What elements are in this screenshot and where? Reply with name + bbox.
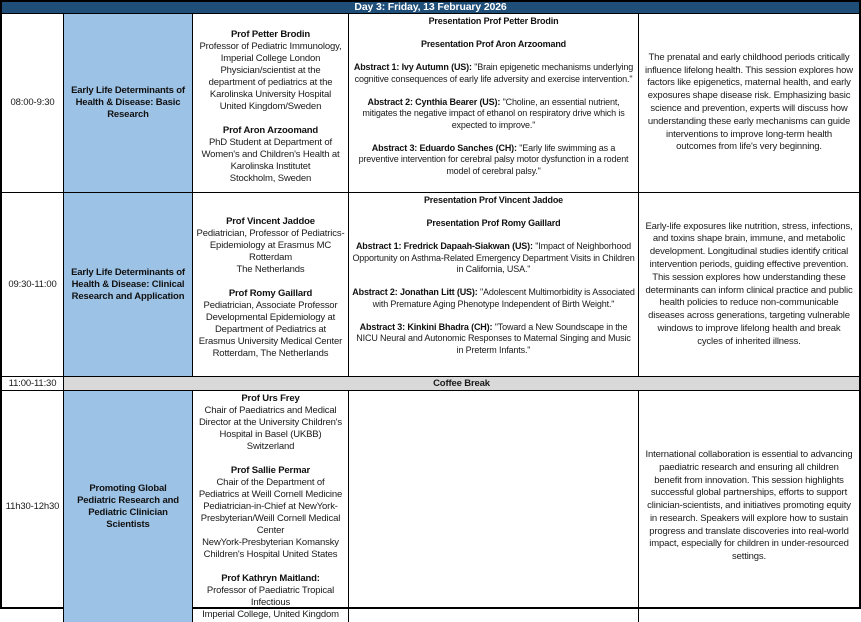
presentations-cell-empty bbox=[349, 391, 639, 622]
speaker-detail: Professor of Paediatric Tropical Infectious bbox=[206, 585, 335, 608]
abstract-label: Abstract 3: Kinkini Bhadra (CH): bbox=[359, 321, 493, 332]
session-title: Early Life Determinants of Health & Disease: Basic Research bbox=[71, 85, 185, 120]
speaker-detail: Switzerland bbox=[246, 441, 295, 452]
description-cell bbox=[639, 391, 859, 622]
speaker-detail: Stockholm, Sweden bbox=[229, 172, 312, 184]
day-header bbox=[2, 2, 859, 14]
speaker-block bbox=[196, 125, 345, 185]
abstract-label: Abstract 2: Cynthia Bearer (US): bbox=[367, 96, 501, 107]
speaker-detail: Professor of Pediatric Immunology, Imperial College London bbox=[199, 40, 342, 64]
speaker-block bbox=[196, 29, 345, 113]
session-description: International collaboration is essential to advancing paediatric research and ensuring all children benefit from innovation. This session highlights successful global partnerships, efforts to support clinician-scientists, and initiatives promoting equity in research. Speakers will explore how to sustain progress and translate discoveries into real-world impact, especially for children in under-resourced settings. bbox=[645, 448, 853, 563]
time-cell bbox=[2, 14, 64, 193]
speakers-cell bbox=[193, 391, 349, 622]
speaker-detail: Imperial College, United Kingdom bbox=[202, 609, 339, 620]
abstract-title: "Adolescent Multimorbidity is Associated with Premature Aging Phenotype Independent of Birth Weight." bbox=[372, 287, 635, 309]
abstract bbox=[352, 62, 635, 85]
presentation-heading: Presentation Prof Petter Brodin bbox=[428, 16, 559, 26]
abstract-title: "Brain epigenetic mechanisms underlying cognitive consequences of early life adversity and exercise intervention." bbox=[354, 62, 634, 84]
speaker-name: Prof Petter Brodin bbox=[230, 28, 311, 40]
session-description: The prenatal and early childhood periods critically influence lifelong health. This session explores how factors like epigenetics, maternal health, and early exposures shape disease risk. Emphasizing basic science and prevention, experts will discuss how understanding these early mechanisms can guide interventions to improve long-term health outcomes from life's very beginning. bbox=[645, 51, 854, 153]
time-cell bbox=[2, 377, 64, 391]
abstract bbox=[352, 97, 635, 132]
time-label: 11h30-12h30 bbox=[5, 500, 60, 512]
speaker-detail: PhD Student at Department of Women's and Children's Health at bbox=[201, 136, 340, 160]
speaker-name: Prof Vincent Jaddoe bbox=[226, 216, 315, 227]
abstract-title: "Toward a New Soundscape in the NICU Neural and Autonomic Responses to Maternal Singing and Music in Preterm Infants." bbox=[356, 321, 631, 355]
session-cell bbox=[64, 193, 193, 377]
session-description: Early-life exposures like nutrition, stress, infections, and toxins shape brain, immune, and metabolic development. Longitudinal studies identify critical intervention periods, guiding effective prevention. This session explores how understanding these determinants can inform clinical practice and public health policies to reduce non-communicable diseases across generations, targeting vulnerable windows to improve lifelong health and break cycles of inherited illness. bbox=[645, 220, 853, 347]
time-label: 11:00-11:30 bbox=[8, 377, 57, 389]
speaker-detail: Karolinska Institutet bbox=[230, 160, 311, 172]
abstract bbox=[352, 287, 635, 310]
abstract-label: Abstract 3: Eduardo Sanches (CH): bbox=[371, 142, 517, 153]
speaker-name: Prof Sallie Permar bbox=[230, 465, 311, 476]
presentations-cell bbox=[349, 193, 639, 377]
description-cell bbox=[639, 14, 859, 193]
speaker-detail: United Kingdom/Sweden bbox=[219, 100, 322, 112]
abstract-label: Abstract 1: Fredrick Dapaah-Siakwan (US): bbox=[355, 241, 533, 251]
session-title: Early Life Determinants of Health & Disease: Clinical Research and Application bbox=[71, 266, 185, 302]
time-label: 09:30-11:00 bbox=[8, 278, 57, 290]
speaker-detail: Chair of Paediatrics and Medical Director at the University Children's Hospital in Basel (UKBB) bbox=[198, 405, 343, 440]
speakers-cell bbox=[193, 193, 349, 377]
speaker-block bbox=[196, 573, 345, 621]
speaker-detail: Chair of the Department of Pediatrics at Weill Cornell Medicine bbox=[198, 477, 343, 500]
speaker-detail: NewYork-Presbyterian Komansky Children's Hospital United States bbox=[202, 537, 339, 560]
speaker-name: Prof Urs Frey bbox=[241, 393, 300, 404]
speaker-detail: Pediatrician, Associate Professor Developmental Epidemiology at Department of Pediatrics at Erasmus University Medical Center bbox=[198, 300, 343, 347]
abstract bbox=[352, 143, 635, 178]
coffee-break-label: Coffee Break bbox=[433, 378, 490, 389]
time-label: 08:00-9:30 bbox=[10, 97, 55, 108]
session-cell bbox=[64, 14, 193, 193]
session-title: Promoting Global Pediatric Research and Pediatric Clinician Scientists bbox=[77, 482, 179, 530]
speaker-name: Prof Romy Gaillard bbox=[228, 288, 313, 299]
time-cell bbox=[2, 391, 64, 622]
session-cell bbox=[64, 391, 193, 622]
abstract bbox=[352, 241, 635, 276]
speaker-detail: Pediatrician-in-Chief at NewYork-Presbyterian/Weill Cornell Medical Center bbox=[200, 501, 341, 536]
speaker-name: Prof Aron Arzoomand bbox=[222, 124, 319, 136]
coffee-break-cell bbox=[64, 377, 859, 391]
abstract-title: "Early life swimming as a preventive intervention for cerebral palsy motor dysfunction in a rodent model of cerebral palsy." bbox=[358, 142, 629, 176]
abstract-title: "Choline, an essential nutrient, mitigates the negative impact of ethanol on respiratory drive which is expected to improve." bbox=[362, 96, 625, 130]
speaker-detail: The Netherlands bbox=[236, 264, 305, 275]
speaker-block bbox=[196, 393, 345, 453]
description-cell bbox=[639, 193, 859, 377]
speaker-block bbox=[196, 216, 345, 276]
speaker-detail: Rotterdam, The Netherlands bbox=[212, 348, 329, 359]
speaker-detail: Rotterdam bbox=[248, 252, 292, 263]
speaker-block bbox=[196, 288, 345, 360]
speaker-name: Prof Kathryn Maitland: bbox=[221, 573, 320, 584]
time-cell bbox=[2, 193, 64, 377]
speaker-detail: Pediatrician, Professor of Pediatrics-Epidemiology at Erasmus MC bbox=[196, 228, 345, 251]
presentation-heading: Presentation Prof Vincent Jaddoe bbox=[423, 195, 564, 205]
presentation-heading: Presentation Prof Romy Gaillard bbox=[426, 218, 561, 228]
speakers-cell bbox=[193, 14, 349, 193]
speaker-detail: Physician/scientist at the department of pediatrics at the Karolinska University Hospital bbox=[208, 64, 333, 100]
abstract-title: "Impact of Neighborhood Opportunity on Asthma-Related Emergency Department Visits in Children in California, USA." bbox=[352, 241, 635, 274]
abstract-label: Abstract 1: Ivy Autumn (US): bbox=[353, 62, 472, 72]
abstract bbox=[352, 322, 635, 357]
day-header-title: Day 3: Friday, 13 February 2026 bbox=[354, 1, 507, 13]
presentation-heading: Presentation Prof Aron Arzoomand bbox=[420, 39, 567, 49]
speaker-block bbox=[196, 465, 345, 561]
abstract-label: Abstract 2: Jonathan Litt (US): bbox=[352, 287, 478, 297]
presentations-cell bbox=[349, 14, 639, 193]
